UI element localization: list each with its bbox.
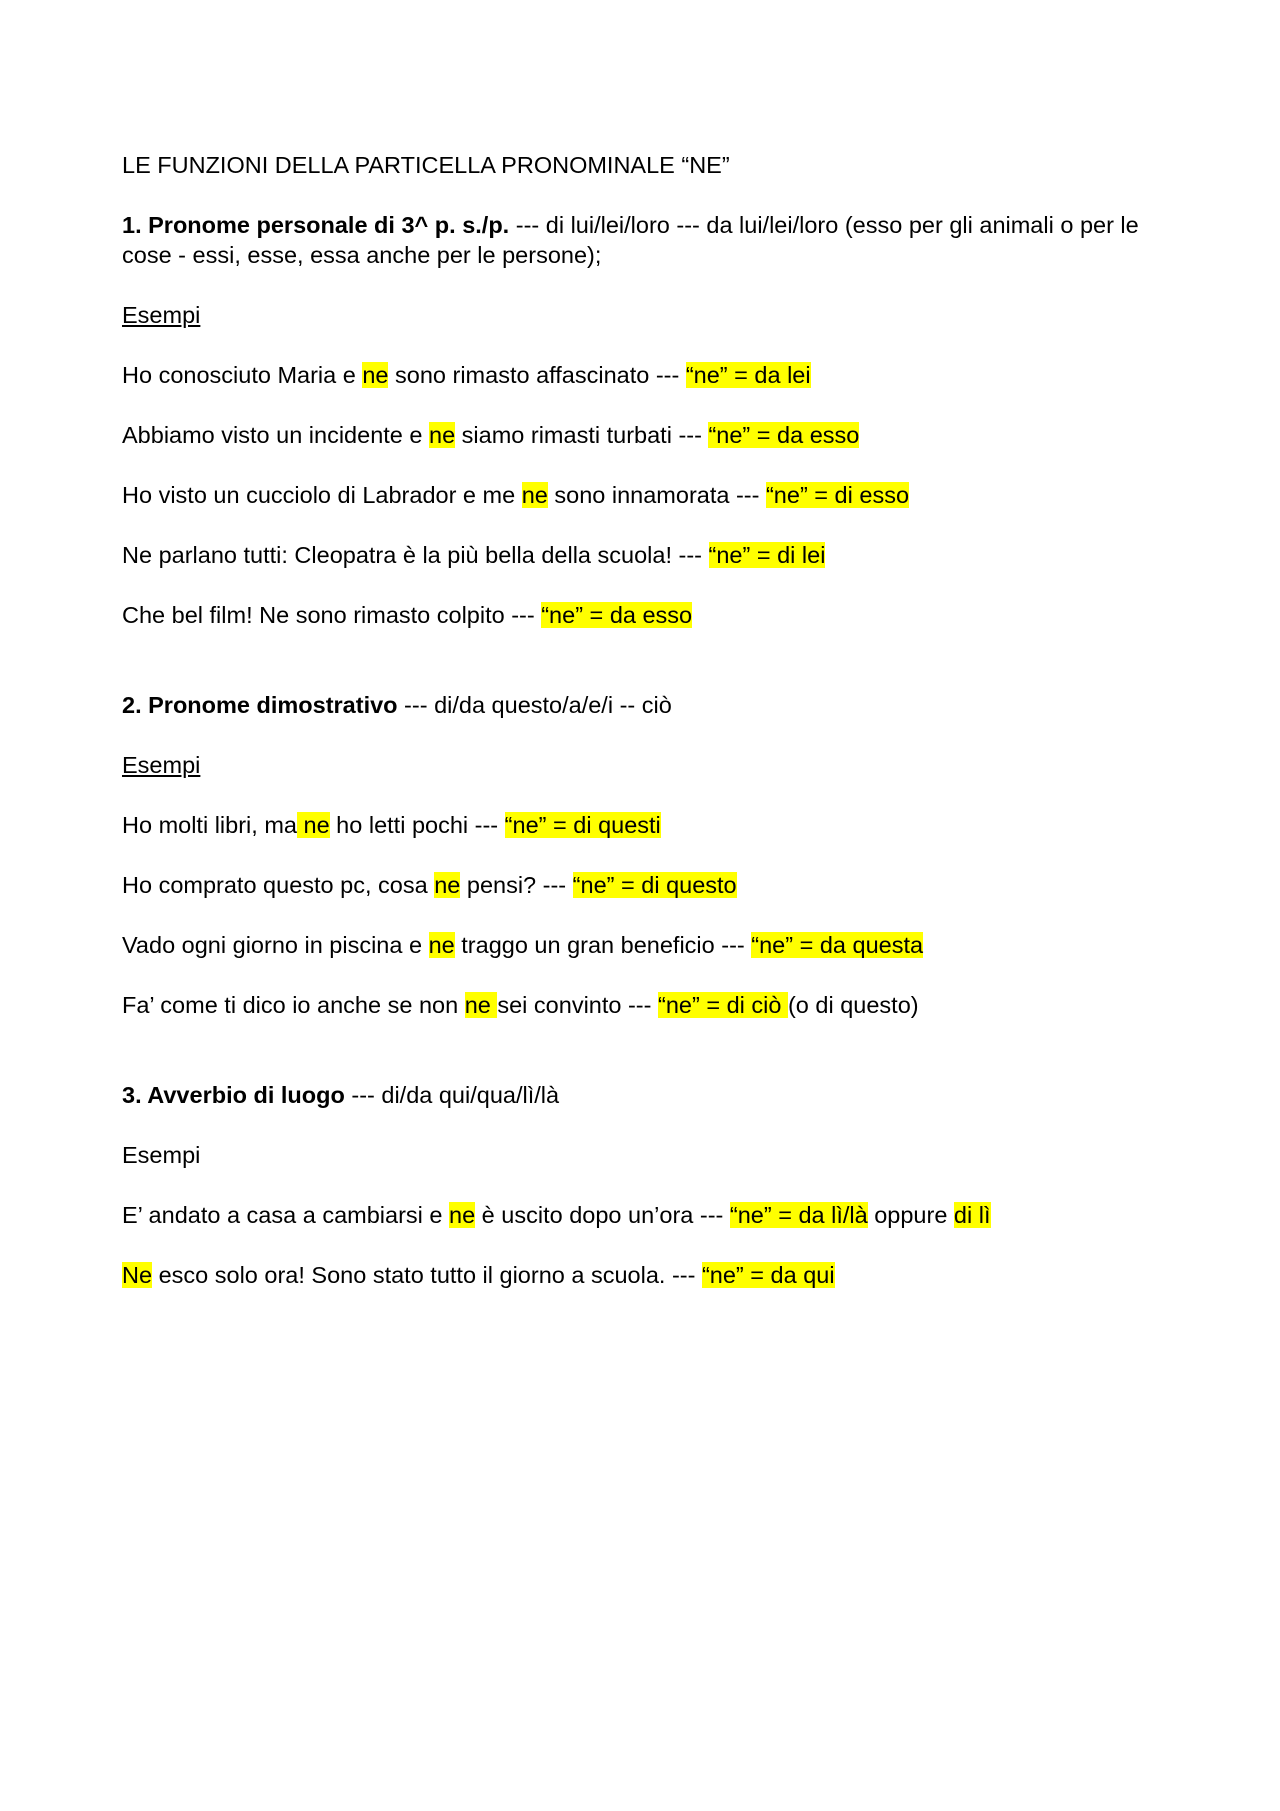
document-page bbox=[122, 150, 1172, 1320]
highlight-ne: ne bbox=[521, 482, 548, 508]
example-line: Ne esco solo ora! Sono stato tutto il giorno a scuola. --- “ne” = da qui bbox=[122, 1262, 835, 1288]
section-heading bbox=[122, 210, 1172, 270]
heading-rest: --- di/da questo/a/e/i -- ciò bbox=[397, 692, 672, 718]
section-spacer bbox=[122, 1050, 1172, 1080]
heading-bold: 1. Pronome personale di 3^ p. s./p. bbox=[122, 212, 510, 238]
highlight-meaning-extra: da esso bbox=[609, 602, 693, 628]
document-title: LE FUNZIONI DELLA PARTICELLA PRONOMINALE “NE” bbox=[122, 152, 730, 178]
highlight-ne: ne bbox=[429, 422, 456, 448]
highlight-meaning: “ne” = bbox=[541, 602, 610, 628]
example-line: Ho comprato questo pc, cosa ne pensi? --- “ne” = di questo bbox=[122, 872, 737, 898]
section-2 bbox=[122, 690, 1172, 1020]
example-line: Ho visto un cucciolo di Labrador e me ne sono innamorata --- “ne” = di esso bbox=[122, 482, 910, 508]
heading-bold: 2. Pronome dimostrativo bbox=[122, 692, 398, 718]
highlight-meaning: “ne” = di questi bbox=[504, 812, 661, 838]
example-line: Ne parlano tutti: Cleopatra è la più bella della scuola! --- “ne” = di lei bbox=[122, 542, 826, 568]
section-heading bbox=[122, 1080, 1172, 1110]
example-line: Vado ogni giorno in piscina e ne traggo un gran beneficio --- “ne” = da questa bbox=[122, 932, 924, 958]
example-line: Abbiamo visto un incidente e ne siamo rimasti turbati --- “ne” = da esso bbox=[122, 422, 860, 448]
section-3 bbox=[122, 1080, 1172, 1290]
section-heading bbox=[122, 690, 1172, 720]
highlight-meaning: “ne” = da questa bbox=[751, 932, 924, 958]
example-line: Ho conosciuto Maria e ne sono rimasto affascinato --- “ne” = da lei bbox=[122, 362, 811, 388]
highlight-meaning: “ne” = da esso bbox=[708, 422, 860, 448]
highlight-ne: ne bbox=[434, 872, 461, 898]
highlight-meaning: “ne” = da lei bbox=[685, 362, 811, 388]
example-line: Che bel film! Ne sono rimasto colpito --- “ne” = da esso bbox=[122, 602, 693, 628]
highlight-meaning: “ne” = di lei bbox=[708, 542, 826, 568]
example-line: E’ andato a casa a cambiarsi e ne è uscito dopo un’ora --- “ne” = da lì/là oppure di lì bbox=[122, 1202, 991, 1228]
highlight-ne: ne bbox=[449, 1202, 476, 1228]
section-1 bbox=[122, 210, 1172, 630]
esempi-label: Esempi bbox=[122, 302, 201, 328]
section-spacer bbox=[122, 660, 1172, 690]
highlight-ne: ne bbox=[428, 932, 455, 958]
heading-bold: 3. Avverbio di luogo bbox=[122, 1082, 345, 1108]
highlight-meaning: “ne” = da lì/là bbox=[729, 1202, 868, 1228]
highlight-meaning-extra: di lì bbox=[953, 1202, 991, 1228]
example-line: Fa’ come ti dico io anche se non ne sei convinto --- “ne” = di ciò (o di questo) bbox=[122, 992, 919, 1018]
highlight-ne: ne bbox=[362, 362, 389, 388]
highlight-ne: Ne bbox=[122, 1262, 153, 1288]
highlight-meaning: “ne” = di esso bbox=[765, 482, 910, 508]
highlight-meaning: “ne” = di ciò bbox=[658, 992, 788, 1018]
heading-rest: --- di/da qui/qua/lì/là bbox=[344, 1082, 560, 1108]
esempi-label: Esempi bbox=[122, 752, 201, 778]
example-line: Ho molti libri, ma ne ho letti pochi --- “ne” = di questi bbox=[122, 812, 661, 838]
heading-rest: --- di lui/lei/loro --- da lui/lei/loro (esso per gli animali o per le cose - essi, esse, essa anche per le persone); bbox=[122, 212, 1139, 268]
highlight-ne: ne bbox=[296, 812, 330, 838]
highlight-meaning: “ne” = da qui bbox=[701, 1262, 835, 1288]
highlight-ne: ne bbox=[464, 992, 498, 1018]
highlight-meaning: “ne” = di questo bbox=[572, 872, 737, 898]
esempi-label: Esempi bbox=[122, 1142, 201, 1168]
